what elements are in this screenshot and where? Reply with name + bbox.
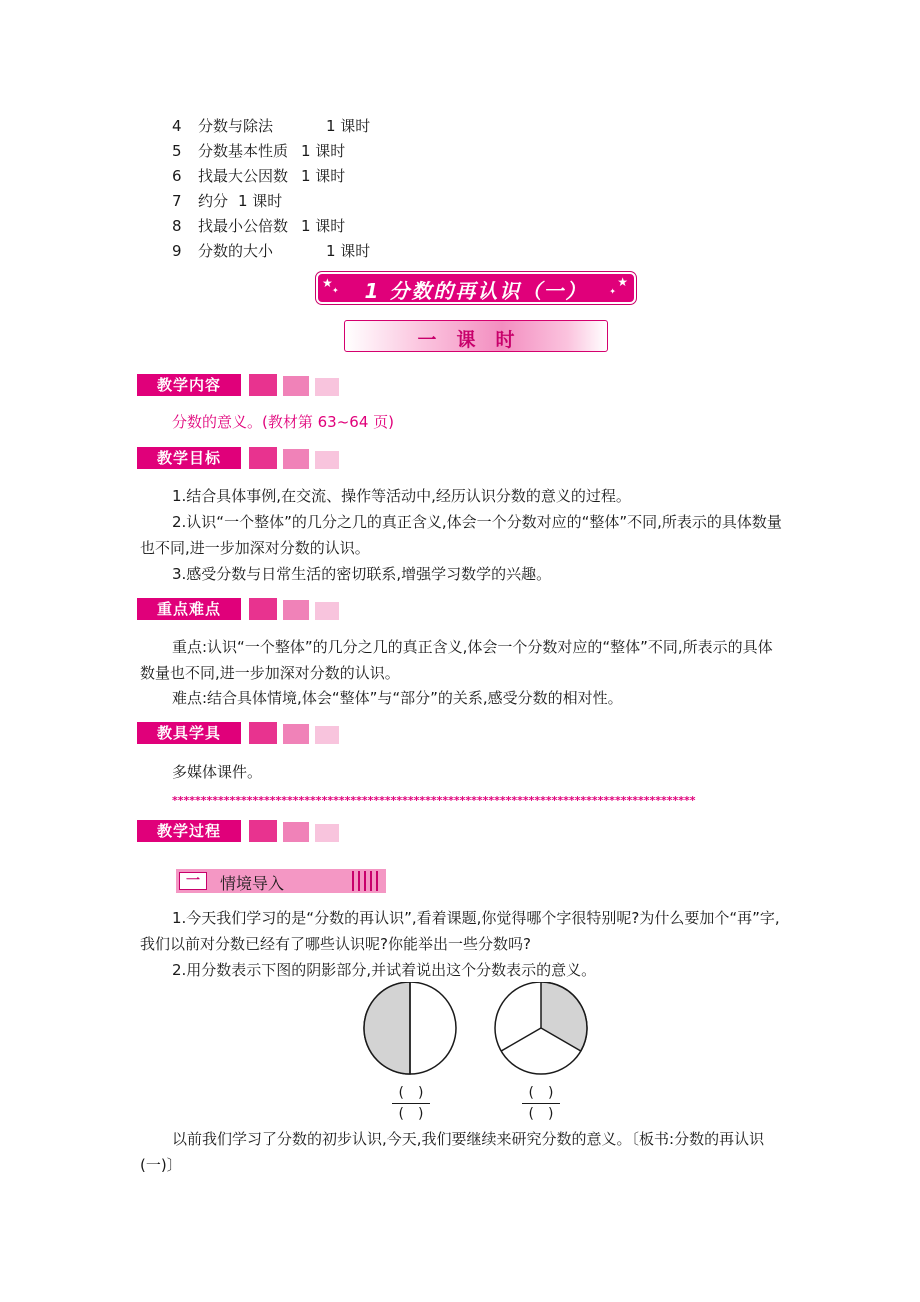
toc-name: 分数的大小 [198, 242, 274, 260]
decor-square [249, 598, 277, 620]
toc-hours: 1 课时 [301, 167, 346, 185]
fraction-denominator: ( ) [398, 1106, 424, 1122]
process-item: 1.今天我们学习的是“分数的再认识”,看着课题,你觉得哪个字很特别呢?为什么要加个“再”字,我们以前对分数已经有了哪些认识呢?你能举出一些分数吗? [140, 909, 780, 953]
decor-square [249, 374, 277, 396]
goal-item: 1.结合具体事例,在交流、操作等活动中,经历认识分数的意义的过程。 [172, 487, 631, 505]
tools-text: 多媒体课件。 [172, 763, 263, 781]
decor-square [315, 451, 339, 469]
unit-banner [316, 272, 636, 304]
goal-item: 3.感受分数与日常生活的密切联系,增强学习数学的兴趣。 [172, 565, 552, 583]
toc-row [172, 166, 345, 186]
closing-text: 以前我们学习了分数的初步认识,今天,我们要继续来研究分数的意义。〔板书:分数的再认识(一)〕 [140, 1130, 765, 1174]
decor-square [249, 447, 277, 469]
fraction-blank [386, 1084, 436, 1123]
toc-num: 9 [172, 242, 182, 260]
lesson-label: 一课时 [417, 329, 535, 351]
toc-hours: 1 课时 [301, 142, 346, 160]
fraction-denominator: ( ) [528, 1106, 554, 1122]
toc-row [172, 241, 370, 261]
section-label: 教学过程 [137, 820, 241, 842]
star-icon: ✦ [332, 286, 339, 295]
toc-num: 7 [172, 192, 182, 210]
fraction-bar [392, 1103, 430, 1104]
toc-hours: 1 课时 [326, 117, 371, 135]
unit-title: 1 分数的再认识（一） [364, 279, 588, 303]
fraction-circles-figure [360, 982, 600, 1076]
toc-num: 8 [172, 217, 182, 235]
decor-square [249, 722, 277, 744]
section-label: 重点难点 [137, 598, 241, 620]
toc-row [172, 191, 282, 211]
decor-square [283, 376, 309, 396]
decor-square [315, 824, 339, 842]
fraction-bar [522, 1103, 560, 1104]
toc-hours: 1 课时 [301, 217, 346, 235]
goal-item: 2.认识“一个整体”的几分之几的真正含义,体会一个分数对应的“整体”不同,所表示的具体数量也不同,进一步加深对分数的认识。 [140, 513, 782, 557]
toc-hours: 1 课时 [326, 242, 371, 260]
keypoint-item: 难点:结合具体情境,体会“整体”与“部分”的关系,感受分数的相对性。 [172, 689, 623, 707]
toc-name: 约分 [198, 192, 229, 210]
decor-square [315, 726, 339, 744]
toc-hours: 1 课时 [238, 192, 283, 210]
decor-square [283, 724, 309, 744]
toc-name: 分数基本性质 [198, 142, 289, 160]
star-divider: ******************************************************************************************* [172, 796, 696, 806]
subsection-header [176, 869, 386, 893]
decor-square [283, 822, 309, 842]
process-item: 2.用分数表示下图的阴影部分,并试着说出这个分数表示的意义。 [172, 961, 597, 979]
section-label: 教学目标 [137, 447, 241, 469]
toc-name: 分数与除法 [198, 117, 274, 135]
shaded-half [364, 982, 410, 1074]
fraction-numerator: ( ) [398, 1085, 424, 1101]
star-icon: ★ [322, 276, 333, 290]
circle-halves [364, 982, 456, 1074]
decor-square [315, 378, 339, 396]
decor-bars [352, 871, 382, 891]
circle-thirds [495, 982, 587, 1074]
decor-square [249, 820, 277, 842]
star-icon: ✦ [609, 287, 616, 296]
section-label: 教具学具 [137, 722, 241, 744]
subsection-title: 情境导入 [220, 874, 285, 893]
decor-square [315, 602, 339, 620]
fraction-numerator: ( ) [528, 1085, 554, 1101]
decor-square [283, 600, 309, 620]
toc-row [172, 116, 370, 136]
toc-num: 4 [172, 117, 182, 135]
star-icon: ★ [617, 275, 628, 289]
lesson-label-box [344, 320, 608, 352]
toc-name: 找最小公倍数 [198, 217, 289, 235]
toc-num: 6 [172, 167, 182, 185]
toc-row [172, 141, 345, 161]
content-text: 分数的意义。(教材第 63~64 页) [172, 413, 394, 431]
section-label: 教学内容 [137, 374, 241, 396]
keypoint-item: 重点:认识“一个整体”的几分之几的真正含义,体会一个分数对应的“整体”不同,所表示的具体数量也不同,进一步加深对分数的认识。 [140, 638, 773, 682]
subsection-number: 一 [179, 872, 207, 890]
decor-square [283, 449, 309, 469]
fraction-blank [516, 1084, 566, 1123]
toc-name: 找最大公因数 [198, 167, 289, 185]
toc-num: 5 [172, 142, 182, 160]
toc-row [172, 216, 345, 236]
